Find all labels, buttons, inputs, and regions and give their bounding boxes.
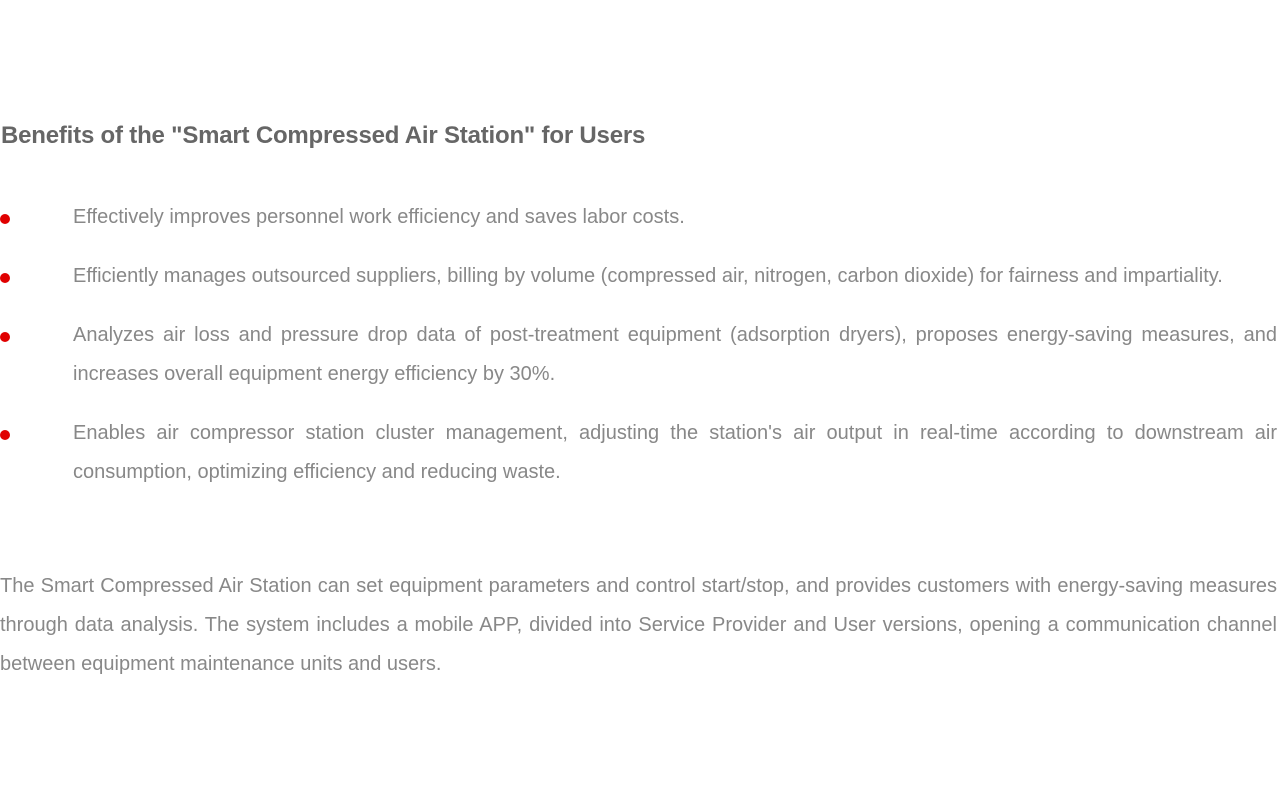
bullet-dot-icon (0, 430, 10, 440)
bullet-dot-icon (0, 214, 10, 224)
benefit-text: Enables air compressor station cluster management, adjusting the station's air output in real-time according to downstream air consumption, optimizing efficiency and reducing waste. (73, 422, 1277, 483)
benefit-text: Effectively improves personnel work efficiency and saves labor costs. (73, 206, 685, 228)
benefit-item (0, 198, 1277, 237)
benefit-text: Analyzes air loss and pressure drop data of post-treatment equipment (adsorption dryers), proposes energy-saving measures, and increases overall equipment energy efficiency by 30%. (73, 324, 1277, 385)
bullet-dot-icon (0, 332, 10, 342)
benefit-item (0, 257, 1277, 296)
benefit-text: Efficiently manages outsourced suppliers, billing by volume (compressed air, nitrogen, carbon dioxide) for fairness and impartiality. (73, 265, 1223, 287)
summary-paragraph: The Smart Compressed Air Station can set equipment parameters and control start/stop, and provides customers with energy-saving measures through data analysis. The system includes a mobile APP, divided into Service Provider and User versions, opening a communication channel between equipment maintenance units and users. (0, 575, 1277, 675)
section-heading: Benefits of the "Smart Compressed Air Station" for Users (1, 122, 646, 149)
benefit-item (0, 316, 1277, 394)
bullet-dot-icon (0, 273, 10, 283)
benefit-list (0, 198, 1277, 512)
benefit-item (0, 414, 1277, 492)
